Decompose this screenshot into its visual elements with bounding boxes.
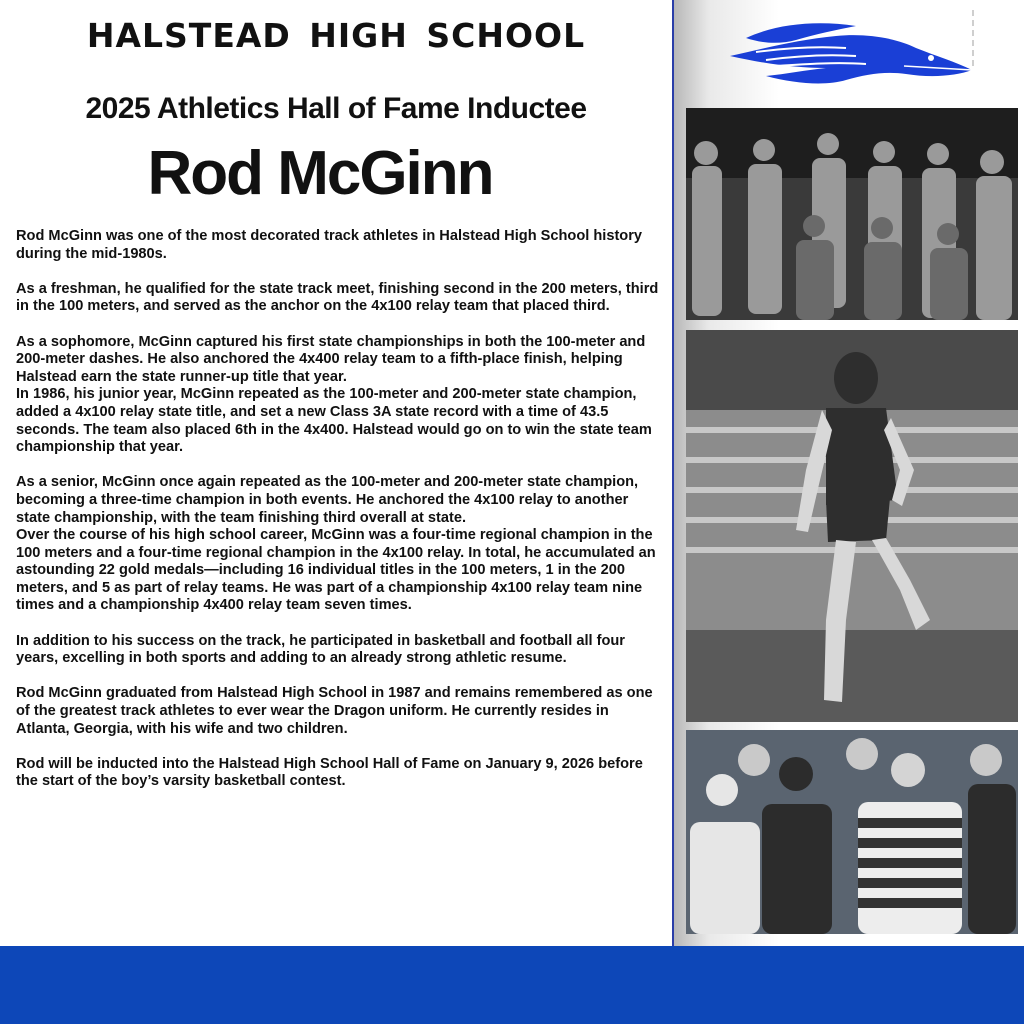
bio-paragraph: As a sophomore, McGinn captured his first state championships in both the 100-meter and 200-meter dashes. He also anchored the 4x400 relay team to a fifth-place finish, helping Halstead earn the state runner-up title that year. [16,333,646,385]
bio-paragraph: In addition to his success on the track, he participated in basketball and football all four years, excelling in both sports and adding to an already strong athletic resume. [16,632,625,667]
bio-paragraph: Rod McGinn graduated from Halstead High School in 1987 and remains remembered as one of the greatest track athletes to ever wear the Dragon uniform. He currently resides in Atlanta, Georgia, with his wife and two children. [16,685,653,737]
group-photo-icon [686,730,1018,934]
bio-paragraph: Rod McGinn was one of the most decorated track athletes in Halstead High School history during the mid-1980s. [16,228,643,262]
bio-paragraph: Rod will be inducted into the Halstead High School Hall of Fame on January 9, 2026 before the start of the boy’s varsity basketball contest. [16,755,643,790]
team-photo [686,108,1018,320]
bio-paragraph: As a freshman, he qualified for the state track meet, finishing second in the 200 meters, third in the 100 meters, and served as the anchor on the 4x100 relay team that placed third. [16,280,659,315]
bio-paragraph: As a senior, McGinn once again repeated as the 100-meter and 200-meter state champion, becoming a three-time champion in both events. He anchored the 4x100 relay to another state championship, with the team finishing third overall at state. [16,474,639,526]
inductee-name: Rod McGinn [147,139,493,208]
runner-photo [686,330,1018,722]
biography [16,228,664,809]
bio-paragraph: In 1986, his junior year, McGinn repeated as the 100-meter and 200-meter state champion, added a 4x100 relay state title, and set a new Class 3A state record with a time of 43.5 seconds. The team also placed 6th in the 4x400. Halstead would go on to win the state team championship that year. [16,386,652,456]
footer-bar [0,946,1024,1024]
dragon-logo-icon [726,18,976,90]
page-subtitle: 2025 Athletics Hall of Fame Inductee [85,92,587,125]
bio-paragraph: Over the course of his high school career, McGinn was a four-time regional champion in the 100 meters and a four-time regional champion in the 4x100 relay. In total, he accumulated an astounding 22 gold medals—including 16 individual titles in the 100 meters, 1 in the 200 meters, and 5 as part of relay teams. He was part of a championship 4x100 relay team nine times and a championship 4x400 relay team seven times. [16,527,656,614]
group-photo [686,730,1018,934]
school-name: HALSTEAD HIGH SCHOOL [86,16,586,55]
runner-photo-icon [686,330,1018,722]
team-photo-icon [686,108,1018,320]
